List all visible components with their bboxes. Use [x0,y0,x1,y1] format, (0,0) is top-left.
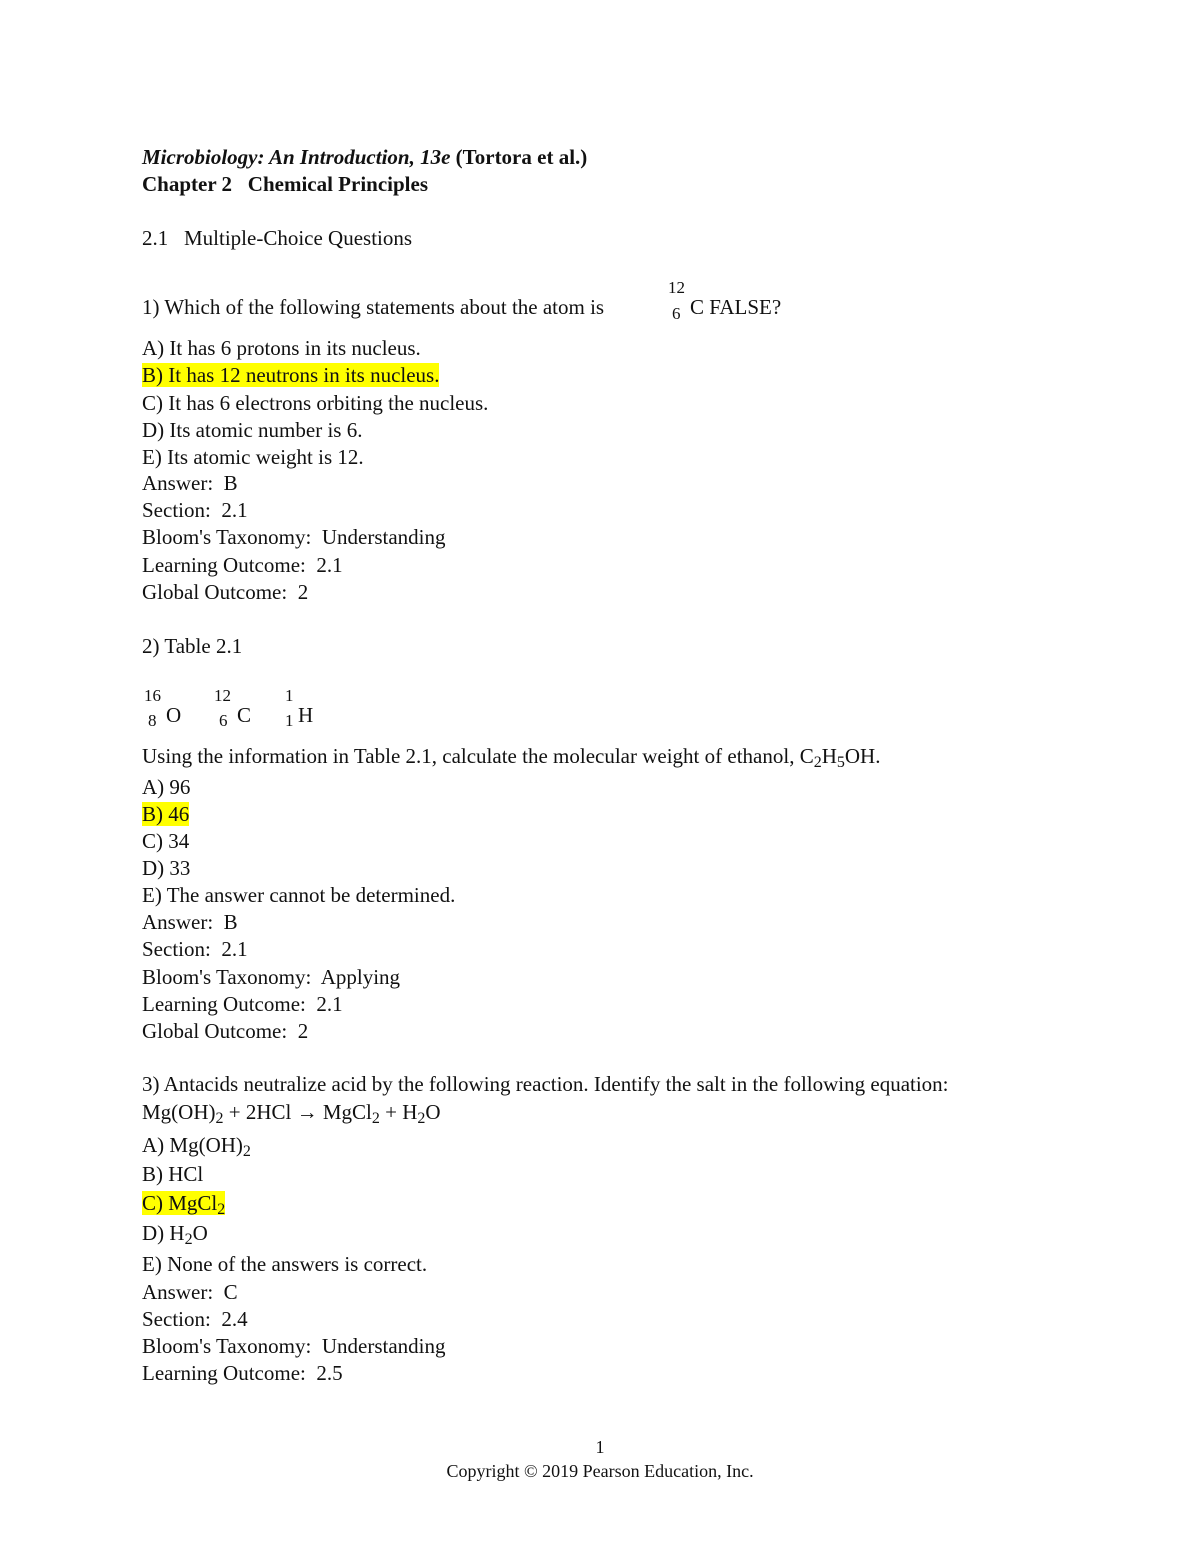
q3-eq-part4: O [425,1100,441,1124]
q1-atomic-number: 6 [672,304,681,323]
book-title-line [142,145,587,170]
q2-global-outcome: Global Outcome: 2 [142,1019,309,1043]
q2-option-b [142,802,189,826]
q3-option-e: E) None of the answers is correct. [142,1252,428,1276]
q2-stem: 2) Table 2.1 [142,634,243,658]
q2-option-b-highlight: B) 46 [142,802,190,826]
q2-question [142,744,880,775]
q2-option-c: C) 34 [142,829,190,853]
q3-eq-sub1: 2 [215,1110,224,1127]
q3-eq-sub2: 2 [371,1110,380,1127]
q1-section: Section: 2.1 [142,498,248,522]
book-title: Microbiology: An Introduction, 13e [142,145,451,169]
q1-stem-before: 1) Which of the following statements about the atom is [142,295,605,319]
q3-option-b: B) HCl [142,1162,204,1186]
q3-option-c-highlight [142,1191,226,1218]
q3-stem: 3) Antacids neutralize acid by the following reaction. Identify the salt in the following equation: [142,1072,949,1096]
q1-option-d: D) Its atomic number is 6. [142,418,363,442]
q2-section: Section: 2.1 [142,937,248,961]
q1-learning-outcome: Learning Outcome: 2.1 [142,553,343,577]
book-authors: (Tortora et al.) [455,145,588,169]
copyright: Copyright © 2019 Pearson Education, Inc. [446,1461,754,1481]
q3-option-a-sub: 2 [242,1143,251,1160]
q3-option-a-text: A) Mg(OH) [142,1133,243,1157]
q3-eq-part1: Mg(OH) [142,1100,216,1124]
q3-eq-sub3: 2 [417,1110,426,1127]
q2-iso-h-number: 1 [285,711,294,730]
q1-stem-after: C FALSE? [690,295,782,319]
q3-equation [142,1100,441,1131]
q2-iso-c-number: 6 [219,711,228,730]
section-heading: 2.1 Multiple-Choice Questions [142,226,413,250]
chapter-title: Chapter 2 Chemical Principles [142,172,429,196]
q1-blooms: Bloom's Taxonomy: Understanding [142,525,446,549]
q3-option-c-sub: 2 [217,1201,226,1218]
q3-eq-part3: + H [379,1100,418,1124]
q2-iso-h-symbol: H [298,703,314,727]
q3-option-d-end: O [192,1221,208,1245]
page-number: 1 [595,1437,605,1457]
q2-option-d: D) 33 [142,856,191,880]
q2-blooms: Bloom's Taxonomy: Applying [142,965,401,989]
q3-learning-outcome: Learning Outcome: 2.5 [142,1361,343,1385]
q2-question-sub2: 5 [836,754,845,771]
q2-answer: Answer: B [142,910,238,934]
q1-mass-number: 12 [668,278,685,297]
q3-option-d-text: D) H [142,1221,185,1245]
q2-iso-c-mass: 12 [214,686,231,705]
q1-option-b [142,363,439,387]
q3-eq-part2: + 2HCl → MgCl [223,1100,372,1124]
q3-blooms: Bloom's Taxonomy: Understanding [142,1334,446,1358]
q1-option-b-highlight: B) It has 12 neutrons in its nucleus. [142,363,440,387]
q2-iso-o-number: 8 [148,711,157,730]
q2-question-after: OH. [844,744,881,768]
q1-option-a: A) It has 6 protons in its nucleus. [142,336,421,360]
q3-section: Section: 2.4 [142,1307,248,1331]
q2-option-e: E) The answer cannot be determined. [142,883,456,907]
q2-iso-h-mass: 1 [285,686,294,705]
q2-question-before: Using the information in Table 2.1, calculate the molecular weight of ethanol, C [142,744,814,768]
q3-option-d [142,1221,208,1252]
q2-question-sub1: 2 [813,754,822,771]
q1-option-e: E) Its atomic weight is 12. [142,445,364,469]
q2-iso-o-symbol: O [166,703,182,727]
q3-option-a [142,1133,251,1164]
q2-option-a: A) 96 [142,775,191,799]
q2-iso-o-mass: 16 [144,686,161,705]
q2-question-mid: H [821,744,837,768]
q1-option-c: C) It has 6 electrons orbiting the nucleus. [142,391,489,415]
q1-answer: Answer: B [142,471,238,495]
q3-option-d-sub: 2 [184,1231,193,1248]
q2-learning-outcome: Learning Outcome: 2.1 [142,992,343,1016]
q1-global-outcome: Global Outcome: 2 [142,580,309,604]
q2-iso-c-symbol: C [237,703,252,727]
q3-answer: Answer: C [142,1280,238,1304]
q3-option-c-text: C) MgCl [142,1191,218,1215]
q3-option-c [142,1191,225,1222]
